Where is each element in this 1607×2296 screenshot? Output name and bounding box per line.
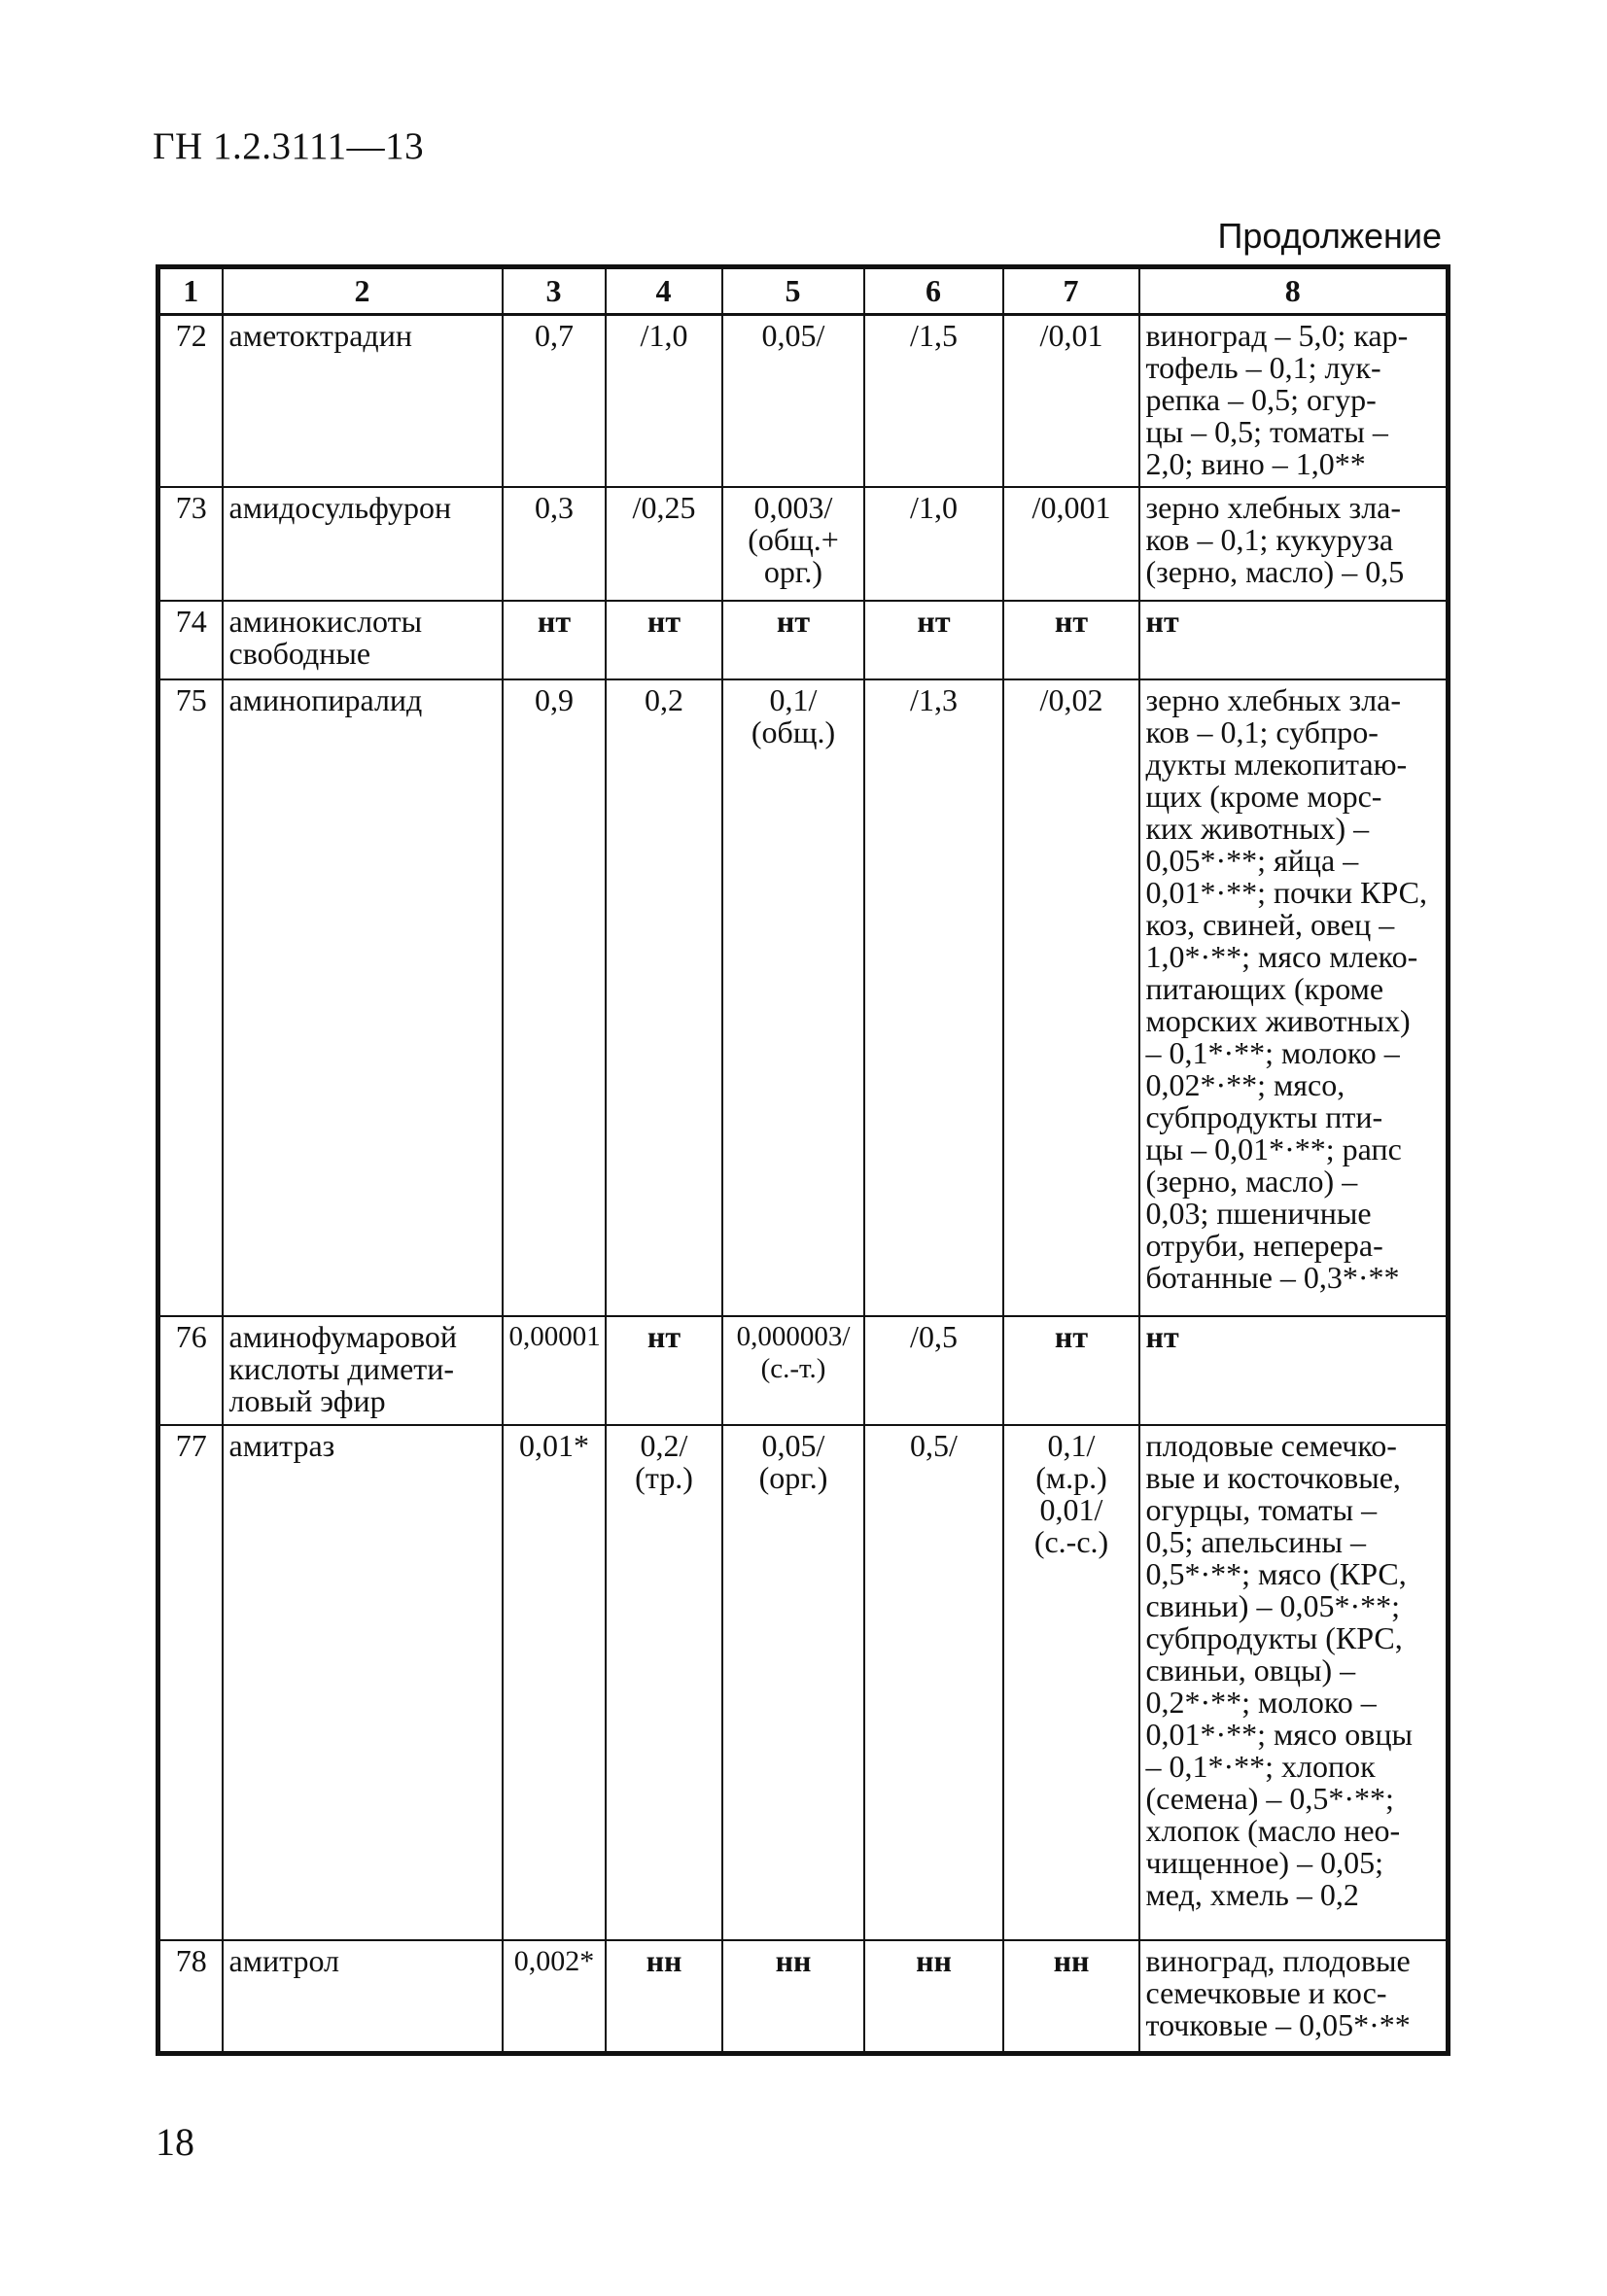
cell-col6: нт [864,601,1003,679]
substance-name: амитрол [223,1940,503,2054]
cell-col3: 0,9 [503,679,606,1316]
cell-col8: виноград, плодовые семечковые и кос- точковые – 0,05*·** [1139,1940,1449,2054]
document-code: ГН 1.2.3111—13 [153,125,425,167]
cell-col6: /1,0 [864,487,1003,601]
column-header: 2 [223,267,503,315]
cell-col3: 0,01* [503,1425,606,1940]
cell-col5: 0,05/ [722,314,864,487]
column-header: 7 [1003,267,1139,315]
cell-col5: нн [722,1940,864,2054]
row-number: 76 [158,1316,223,1425]
column-header: 4 [606,267,722,315]
row-number: 74 [158,601,223,679]
cell-col6: /1,3 [864,679,1003,1316]
cell-col4: нт [606,1316,722,1425]
row-number: 78 [158,1940,223,2054]
table-row [158,314,1449,487]
substance-name: аминокислоты свободные [223,601,503,679]
cell-col6: 0,5/ [864,1425,1003,1940]
page-number: 18 [156,2120,194,2164]
cell-col7: 0,1/ (м.р.) 0,01/ (с.-с.) [1003,1425,1139,1940]
cell-col3: 0,002* [503,1940,606,2054]
table-row [158,487,1449,601]
cell-col3: нт [503,601,606,679]
cell-col4: 0,2 [606,679,722,1316]
row-number: 73 [158,487,223,601]
substance-name: аминопиралид [223,679,503,1316]
cell-col3: 0,7 [503,314,606,487]
row-number: 72 [158,314,223,487]
table-row [158,1425,1449,1940]
cell-col3: 0,3 [503,487,606,601]
cell-col7: /0,001 [1003,487,1139,601]
hygiene-norms-table [156,264,1450,2056]
cell-col7: /0,01 [1003,314,1139,487]
row-number: 75 [158,679,223,1316]
table-row [158,679,1449,1316]
substance-name: аминофумаровой кислоты димети- ловый эфир [223,1316,503,1425]
cell-col8: виноград – 5,0; кар- тофель – 0,1; лук- репка – 0,5; огур- цы – 0,5; томаты – 2,0; вино – 1,0** [1139,314,1449,487]
cell-col6: /1,5 [864,314,1003,487]
substance-name: амидосульфурон [223,487,503,601]
cell-col8: нт [1139,1316,1449,1425]
cell-col7: /0,02 [1003,679,1139,1316]
cell-col3: 0,00001 [503,1316,606,1425]
cell-col5: 0,003/ (общ.+ орг.) [722,487,864,601]
cell-col4: нн [606,1940,722,2054]
column-header: 1 [158,267,223,315]
cell-col7: нт [1003,601,1139,679]
cell-col8: плодовые семечко- вые и косточковые, огурцы, томаты – 0,5; апельсины – 0,5*·**; мясо (КРС, свиньи) – 0,05*·**; субпродукты (КРС, свиньи, овцы) – 0,2*·**; молоко – 0,01*·**; мясо овцы – 0,1*·**; хлопок (семена) – 0,5*·**; хлопок (масло нео- чищенное) – 0,05; мед, хмель – 0,2 [1139,1425,1449,1940]
cell-col8: зерно хлебных зла- ков – 0,1; кукуруза (зерно, масло) – 0,5 [1139,487,1449,601]
cell-col4: /0,25 [606,487,722,601]
table-row [158,601,1449,679]
cell-col4: 0,2/ (тр.) [606,1425,722,1940]
column-header: 3 [503,267,606,315]
table-header-row [158,267,1449,315]
cell-col8: зерно хлебных зла- ков – 0,1; субпро- дукты млекопитаю- щих (кроме морс- ких животных) – 0,05*·**; яйца – 0,01*·**; почки КРС, коз, свиней, овец – 1,0*·**; мясо млеко- питающих (кроме морских животных) – 0,1*·**; молоко – 0,02*·**; мясо, субпродукты пти- цы – 0,01*·**; рапс (зерно, масло) – 0,03; пшеничные отруби, неперера- ботанные – 0,3*·** [1139,679,1449,1316]
cell-col5: нт [722,601,864,679]
substance-name: аметоктрадин [223,314,503,487]
continuation-label: Продолжение [1217,216,1442,256]
table-row [158,1940,1449,2054]
cell-col5: 0,000003/ (с.-т.) [722,1316,864,1425]
table-row [158,1316,1449,1425]
column-header: 8 [1139,267,1449,315]
cell-col7: нт [1003,1316,1139,1425]
row-number: 77 [158,1425,223,1940]
column-header: 5 [722,267,864,315]
cell-col7: нн [1003,1940,1139,2054]
substance-name: амитраз [223,1425,503,1940]
cell-col5: 0,05/ (орг.) [722,1425,864,1940]
cell-col6: нн [864,1940,1003,2054]
cell-col8: нт [1139,601,1449,679]
cell-col4: нт [606,601,722,679]
cell-col4: /1,0 [606,314,722,487]
column-header: 6 [864,267,1003,315]
cell-col5: 0,1/ (общ.) [722,679,864,1316]
cell-col6: /0,5 [864,1316,1003,1425]
